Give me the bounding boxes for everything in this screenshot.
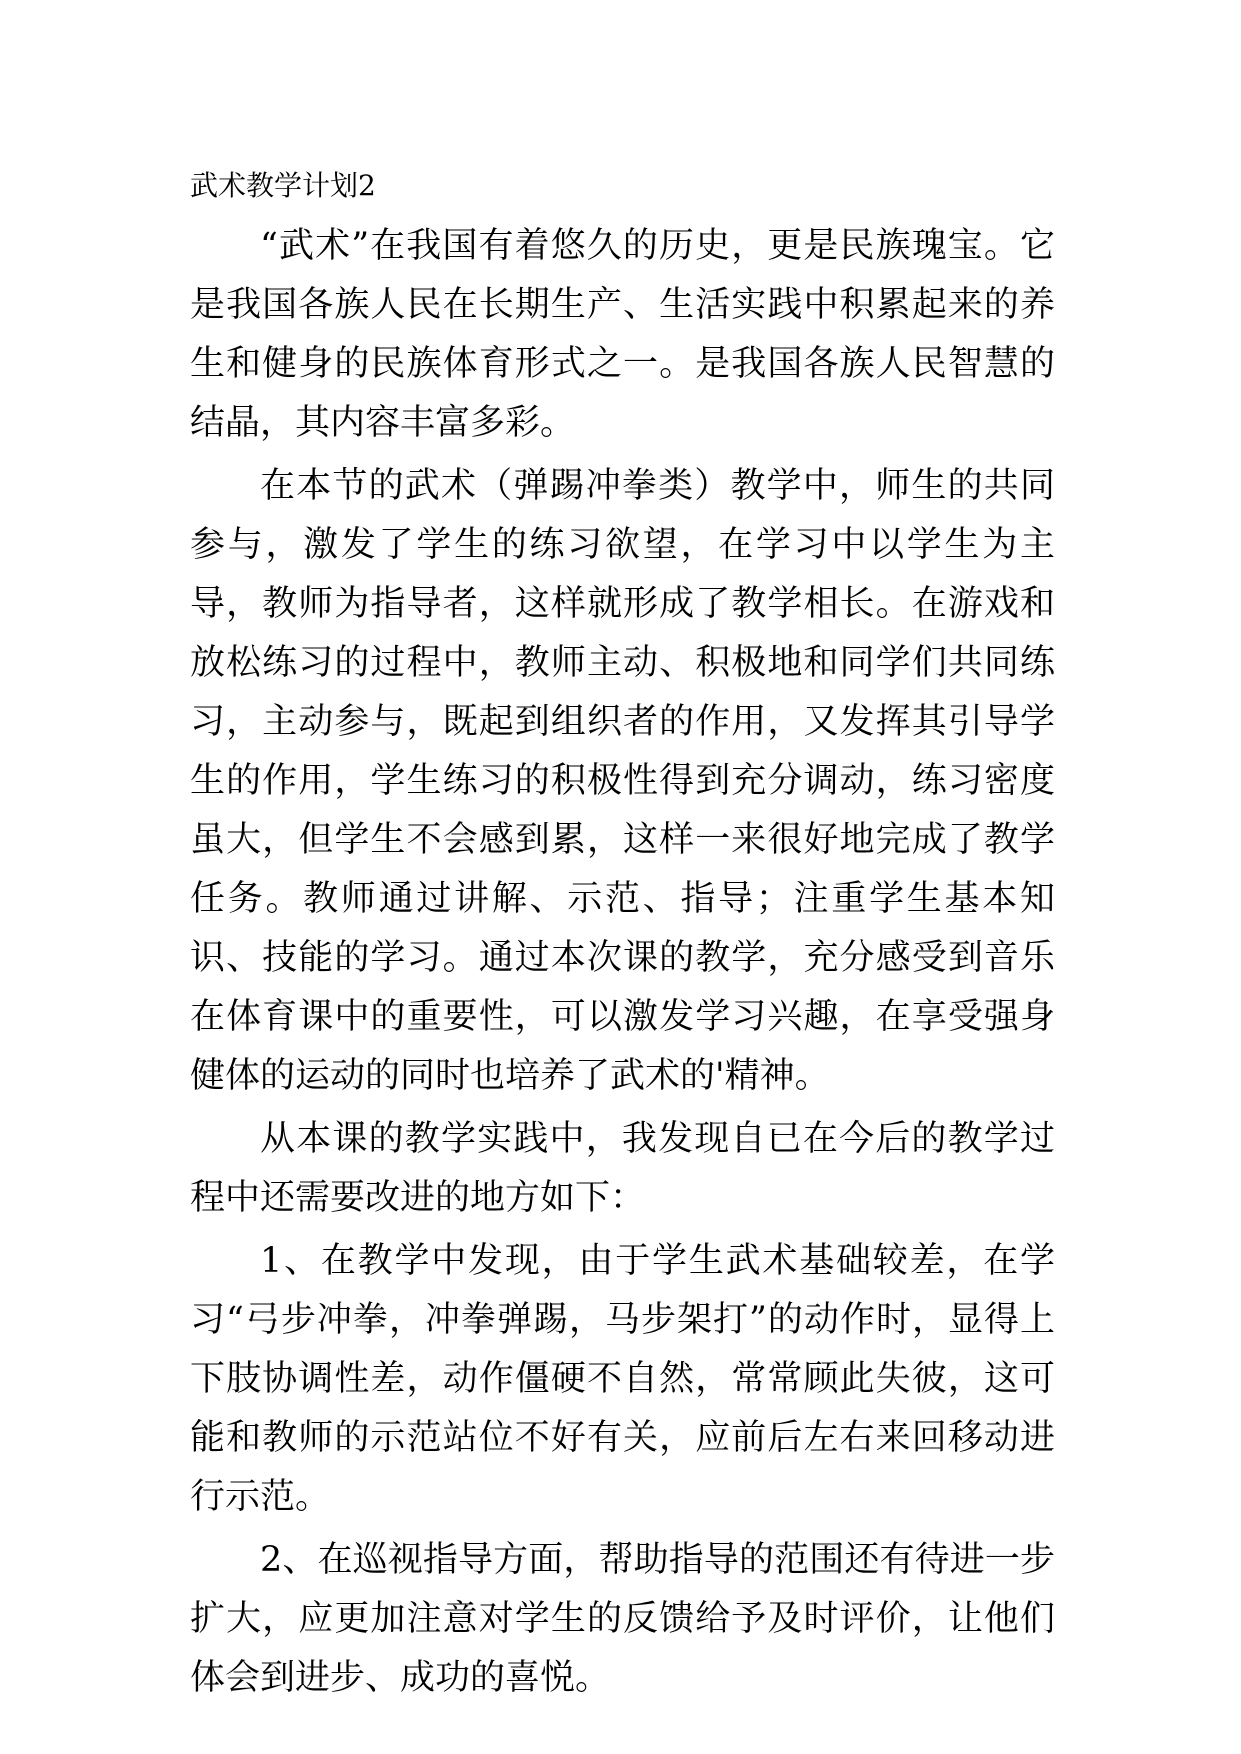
paragraph-lesson-reflection: 在本节的武术（弹踢冲拳类）教学中，师生的共同参与，激发了学生的练习欲望，在学习中以学生为主导，教师为指导者，这样就形成了教学相长。在游戏和放松练习的过程中，教师主动、积极地和同学们共同练习，主动参与，既起到组织者的作用，又发挥其引导学生的作用，学生练习的积极性得到充分调动，练习密度虽大，但学生不会感到累，这样一来很好地完成了教学任务。教师通过讲解、示范、指导；注重学生基本知识、技能的学习。通过本次课的教学，充分感受到音乐在体育课中的重要性，可以激发学习兴趣，在享受强身健体的运动的同时也培养了武术的'精神。 (190, 466, 1055, 1096)
document-body (190, 217, 1055, 1712)
paragraph-improvements-lead: 从本课的教学实践中，我发现自已在今后的教学过程中还需要改进的地方如下： (190, 1119, 1055, 1218)
paragraph-intro: “武术”在我国有着悠久的历史，更是民族瑰宝。它是我国各族人民在长期生产、生活实践中积累起来的养生和健身的民族体育形式之一。是我国各族人民智慧的结晶，其内容丰富多彩。 (190, 226, 1055, 443)
document-title: 武术教学计划2 (190, 169, 376, 202)
paragraph-improvement-2: 2、在巡视指导方面，帮助指导的范围还有待进一步扩大，应更加注意对学生的反馈给予及时评价，让他们体会到进步、成功的喜悦。 (190, 1540, 1055, 1698)
paragraph-improvement-1: 1、在教学中发现，由于学生武术基础较差，在学习“弓步冲拳，冲拳弹踢，马步架打”的动作时，显得上下肢协调性差，动作僵硬不自然，常常顾此失彼，这可能和教师的示范站位不好有关，应前后左右来回移动进行示范。 (190, 1241, 1055, 1517)
